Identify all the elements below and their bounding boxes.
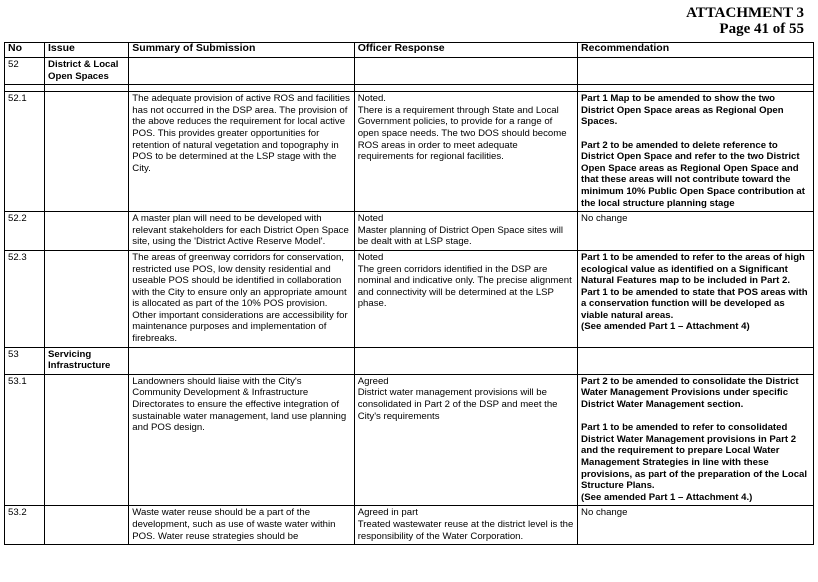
section-number: 53 [5,347,45,374]
table-row [5,92,814,212]
summary-cell: The adequate provision of active ROS and facilities has not occurred in the DSP area. The provision of the above reduces the requirement for local active POS. This provides greater opportunities for retention of natural vegetation and topography in POS to be determined at the LSP stage with the City. [129,92,354,212]
section-row [5,58,814,85]
empty-cell [129,58,354,85]
column-header-summary: Summary of Submission [129,43,354,58]
issue-cell [45,92,129,212]
section-issue: Servicing Infrastructure [45,347,129,374]
issue-cell [45,212,129,251]
attachment-label: ATTACHMENT 3 [686,5,804,21]
issue-cell [45,250,129,347]
recommendation-paragraph: (See amended Part 1 – Attachment 4.) [581,491,753,503]
recommendation-cell: No change [578,212,814,251]
officer-response-cell: Noted Master planning of District Open Space sites will be dealt with at LSP stage. [354,212,577,251]
section-issue: District & Local Open Spaces [45,58,129,85]
recommendation-cell [578,250,814,347]
section-number: 52 [5,58,45,85]
item-number: 53.1 [5,374,45,506]
recommendation-paragraph: Part 2 to be amended to consolidate the District Water Management Provisions under specific District Water Management section. [581,375,799,411]
column-header-officer-response: Officer Response [354,43,577,58]
empty-cell [578,58,814,85]
officer-response-cell: Noted The green corridors identified in the DSP are nominal and indicative only. The precise alignment and connectivity will be determined at the LSP phase. [354,250,577,347]
issue-cell [45,374,129,506]
recommendation-paragraph: Part 1 to be amended to state that POS areas with a conservation function will be developed as viable natural areas. [581,286,808,321]
recommendation-paragraph: Part 1 Map to be amended to show the two District Open Space areas as Regional Open Spaces. [581,93,784,128]
table-row [5,212,814,251]
recommendation-paragraph: Part 1 to be amended to refer to the areas of high ecological value as identified on a Significant Natural Features map to be included in Part 2. [581,251,805,287]
recommendation-paragraph: Part 1 to be amended to refer to consolidated District Water Management provisions in Part 2 and the requirement to prepare Local Water Management Strategies in line with these provisions, as part of the preparation of the Local Structure Plans. [581,422,808,492]
table-header-row [5,43,814,58]
recommendation-cell [578,374,814,506]
officer-response-cell: Agreed District water management provisions will be consolidated in Part 2 of the DSP and meet the City's requirements [354,374,577,506]
item-number: 52.2 [5,212,45,251]
recommendation-cell [578,92,814,212]
table-row [5,374,814,506]
recommendation-paragraph: (See amended Part 1 – Attachment 4) [581,321,750,333]
table-row [5,250,814,347]
empty-cell [578,347,814,374]
empty-cell [354,58,577,85]
recommendation-cell: No change [578,506,814,545]
summary-cell: Waste water reuse should be a part of the development, such as use of waste water within POS. Water reuse strategies should be [129,506,354,545]
column-header-recommendation: Recommendation [578,43,814,58]
page-number: Page 41 of 55 [719,21,804,37]
column-header-issue: Issue [45,43,129,58]
spacer-row [5,85,814,92]
empty-cell [354,347,577,374]
item-number: 52.1 [5,92,45,212]
empty-cell [129,347,354,374]
summary-cell: A master plan will need to be developed with relevant stakeholders for each District Open Space site, using the 'District Active Reserve Model'. [129,212,354,251]
page-header [686,5,804,37]
section-row [5,347,814,374]
officer-response-cell: Agreed in part Treated wastewater reuse at the district level is the responsibility of the Water Corporation. [354,506,577,545]
submissions-table [4,42,814,545]
item-number: 53.2 [5,506,45,545]
table-row [5,506,814,545]
column-header-no: No [5,43,45,58]
issue-cell [45,506,129,545]
recommendation-paragraph: Part 2 to be amended to delete reference to District Open Space and refer to the two District Open Space areas as Regional Open Space and that these areas will not contribute toward the minimum 10% Public Open Space contribution at the local structure planning stage [581,139,805,209]
officer-response-cell: Noted. There is a requirement through State and Local Government policies, to provide for a range of open space needs. The two DOS should become ROS areas in order to meet adequate requirements for regional facilities. [354,92,577,212]
summary-cell: Landowners should liaise with the City's Community Development & Infrastructure Directorates to ensure the effective integration of sustainable water management, land use planning and POS design. [129,374,354,506]
item-number: 52.3 [5,250,45,347]
summary-cell: The areas of greenway corridors for conservation, restricted use POS, low density residential and useable POS should be identified in collaboration with the City to ensure only an appropriate amount is allocated as part of the 10% POS provision. Other important considerations are accessibility for maintenance purposes and implementation of firebreaks. [129,250,354,347]
